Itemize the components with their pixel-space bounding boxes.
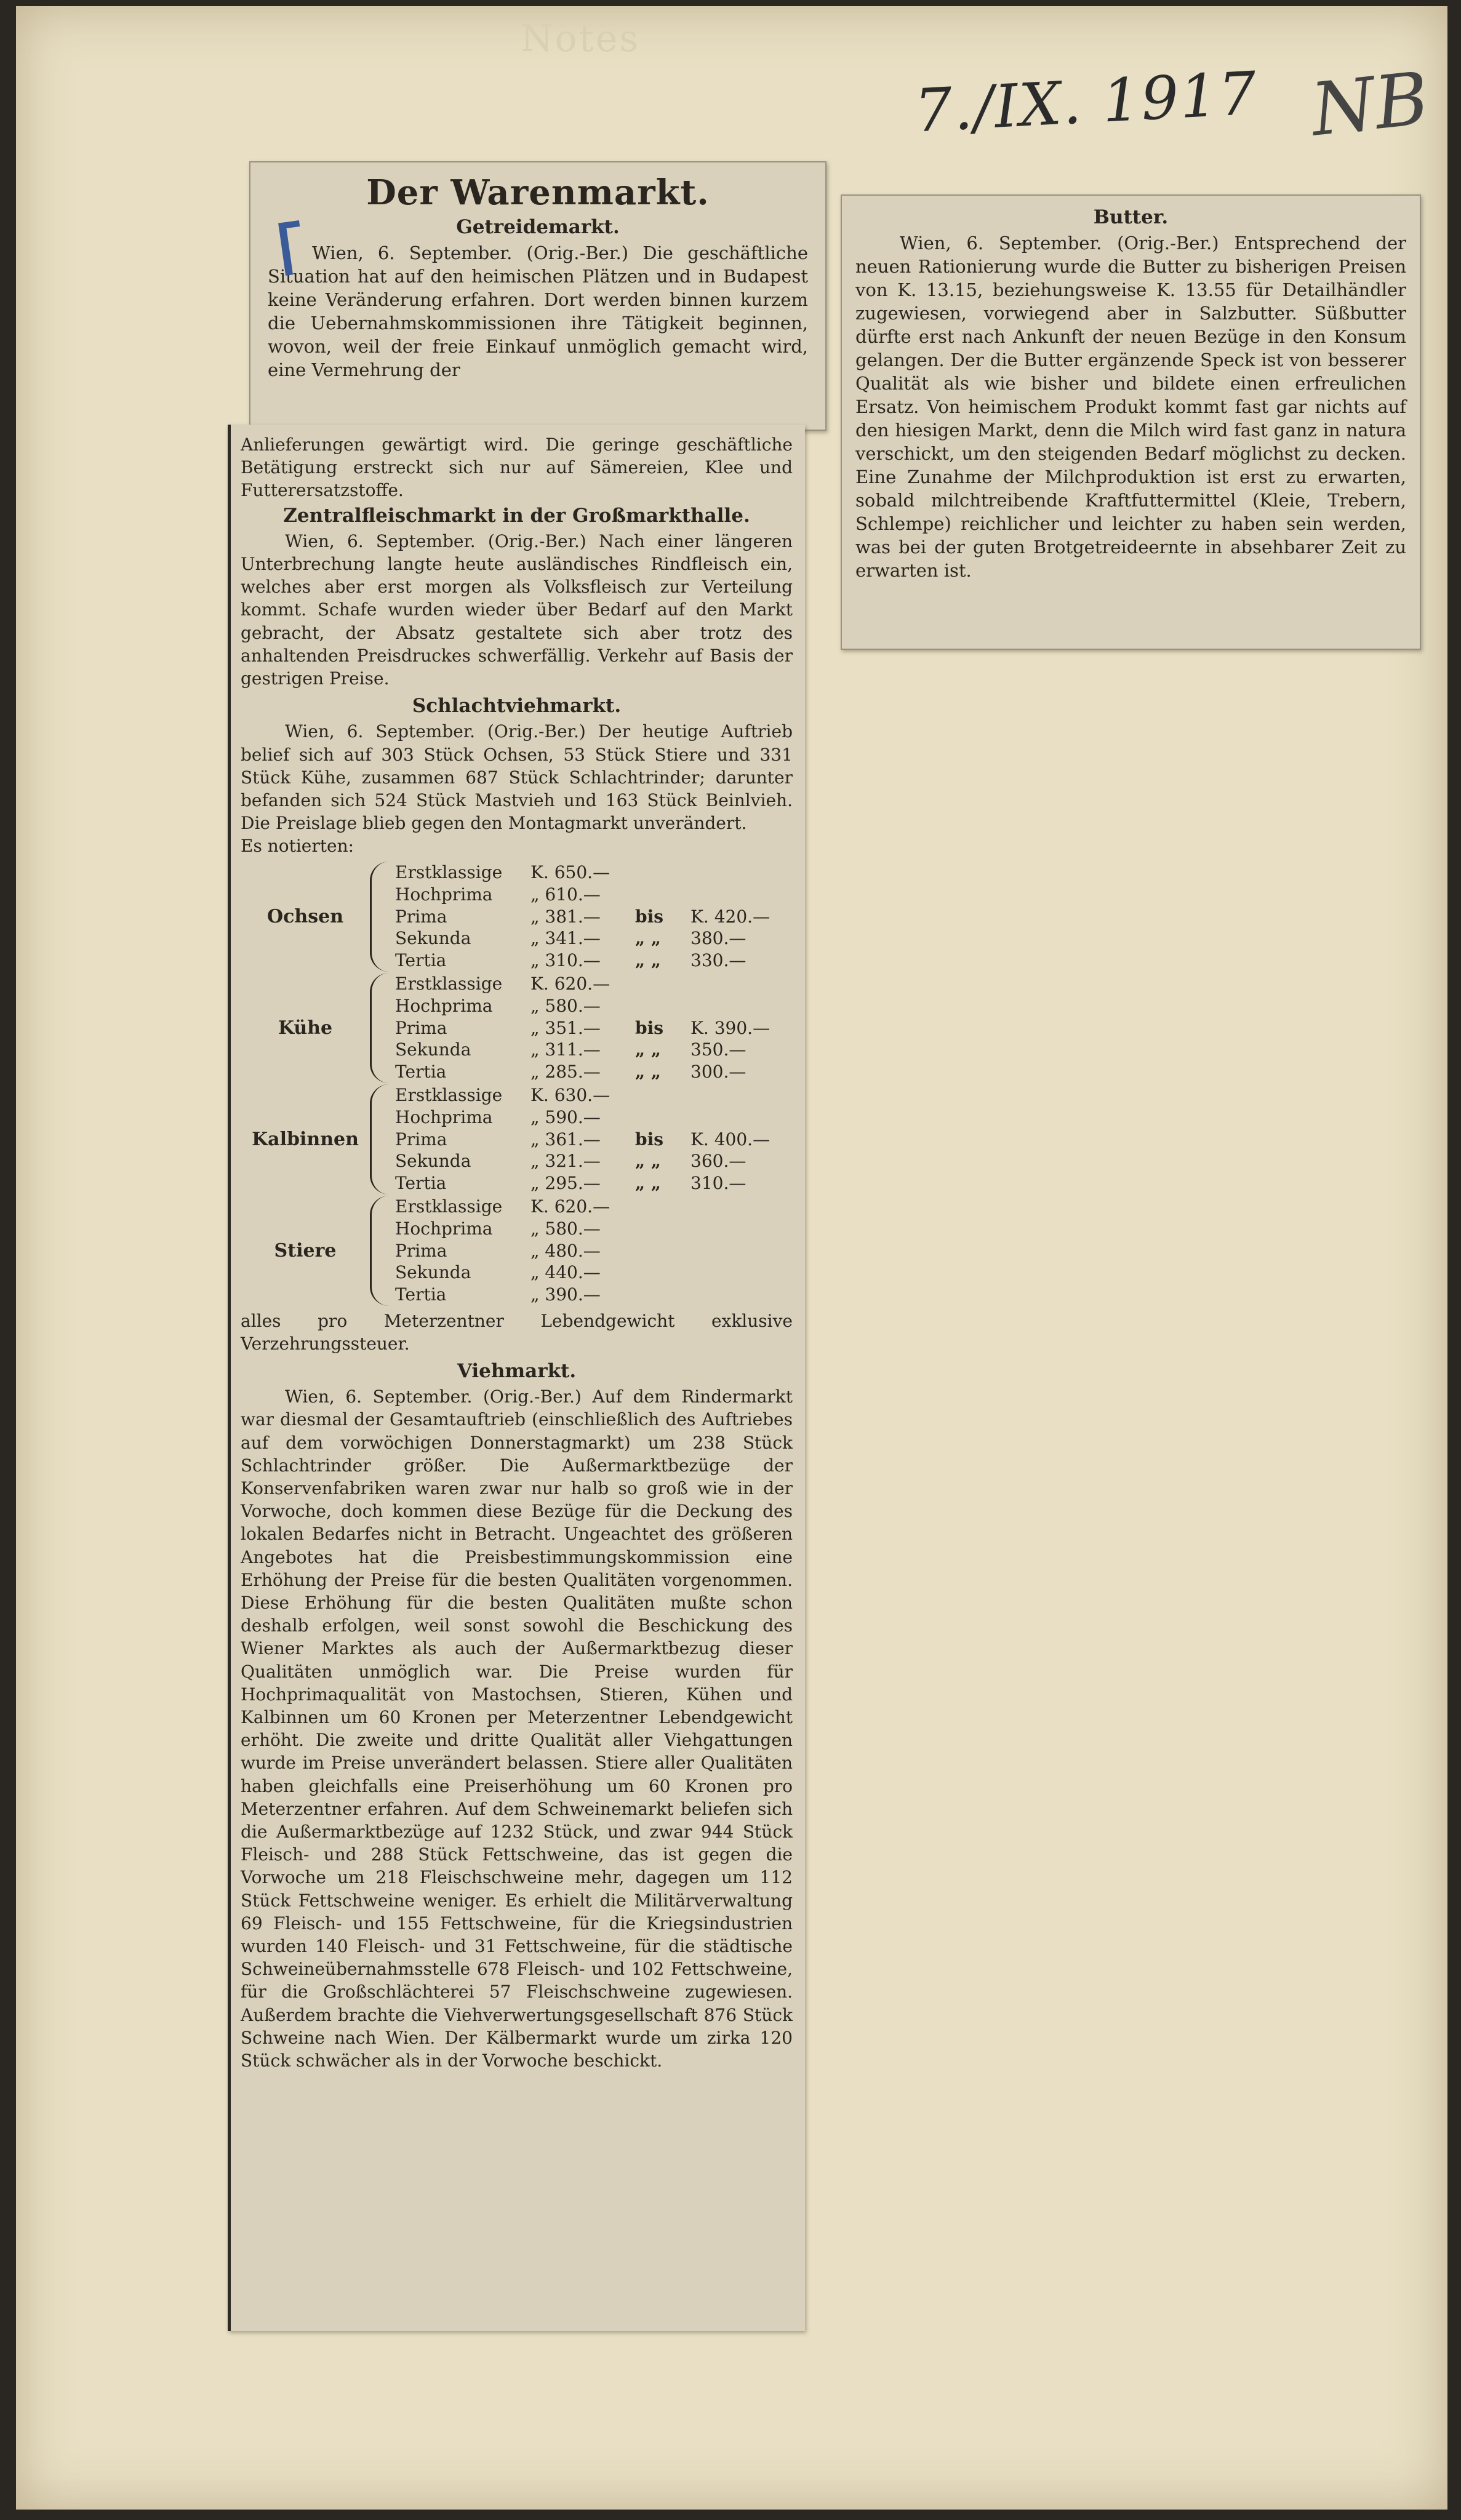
price-cell-p1: K. 650.— [530, 862, 610, 882]
zentralfleischmarkt-paragraph: Wien, 6. September. (Orig.-Ber.) Nach einer längeren Unterbrechung langte heute ausländisches Rindfleisch ein, welches aber erst morgen als Volksfleisch zur Verteilung kommt. Schafe wurden wieder über Bedarf auf den Markt gebracht, der Absatz gestaltete sich aber trotz des anhaltenden Preisdruckes schwerfällig. Verkehr auf Basis der gestrigen Preise. [241, 530, 793, 689]
price-row [395, 1061, 793, 1083]
price-cell-p1: „ 390.— [530, 1284, 601, 1305]
price-cell-to: bis [635, 906, 663, 927]
price-cell-p1: K. 620.— [530, 973, 610, 994]
clipping-butter [841, 194, 1421, 650]
faint-header-text: Notes [521, 17, 641, 60]
price-row [395, 1239, 793, 1262]
price-table [241, 862, 793, 1306]
price-cell-q: Prima [395, 1129, 447, 1150]
price-row [395, 883, 793, 905]
price-cell-p1: „ 351.— [530, 1017, 601, 1038]
price-cell-to: „ „ [635, 1039, 661, 1060]
price-row [395, 1196, 793, 1218]
price-cell-p1: „ 440.— [530, 1262, 601, 1283]
price-cell-q: Prima [395, 1017, 447, 1038]
price-cell-q: Tertia [395, 1173, 447, 1194]
getreidemarkt-continuation: Anlieferungen gewärtigt wird. Die geringe geschäftliche Betätigung erstreckt sich nur auf Sämereien, Klee und Futterersatzstoffe. [241, 434, 793, 501]
price-cell-p1: „ 310.— [530, 950, 601, 971]
schlachtviehmarkt-paragraph: Wien, 6. September. (Orig.-Ber.) Der heutige Auftrieb belief sich auf 303 Stück Ochsen, 53 Stück Stiere und 331 Stück Kühe, zusammen 687 Stück Schlachtrinder; darunter befanden sich 524 Stück Mastvieh und 163 Stück Beinlvieh. Die Preislage blieb gegen den Montagmarkt unverändert. [241, 721, 793, 834]
price-cell-q: Hochprima [395, 884, 493, 905]
price-cell-q: Tertia [395, 1284, 447, 1305]
price-cell-q: Sekunda [395, 928, 471, 949]
price-cell-p1: „ 590.— [530, 1106, 601, 1127]
section-heading-getreidemarkt: Getreidemarkt. [456, 216, 620, 238]
price-cell-to: bis [635, 1129, 663, 1150]
price-row [395, 994, 793, 1017]
price-cell-p1: „ 361.— [530, 1129, 601, 1150]
price-cell-p1: K. 620.— [530, 1196, 610, 1217]
price-cell-to: „ „ [635, 950, 661, 971]
price-cell-p1: „ 610.— [530, 884, 601, 905]
price-cell-p2: 380.— [690, 928, 747, 949]
price-group [241, 973, 793, 1083]
price-row [395, 1150, 793, 1172]
price-row [395, 1172, 793, 1194]
price-cell-q: Erstklassige [395, 973, 503, 994]
brace-icon [370, 973, 389, 1083]
price-group-name: Ochsen [267, 905, 343, 927]
price-cell-p2: K. 420.— [690, 906, 771, 927]
price-cell-p1: „ 341.— [530, 928, 601, 949]
handwritten-initials: NB [1307, 55, 1433, 153]
price-cell-p2: K. 390.— [690, 1017, 771, 1038]
price-cell-q: Prima [395, 906, 447, 927]
price-cell-p1: „ 381.— [530, 906, 601, 927]
price-cell-q: Sekunda [395, 1151, 471, 1172]
price-cell-p1: „ 285.— [530, 1062, 601, 1082]
price-group-name: Stiere [274, 1239, 337, 1262]
price-cell-q: Erstklassige [395, 1196, 503, 1217]
price-cell-p1: „ 311.— [530, 1039, 601, 1060]
price-row [395, 1106, 793, 1128]
price-cell-p2: 350.— [690, 1039, 747, 1060]
price-group [241, 1196, 793, 1306]
price-group-name: Kalbinnen [252, 1128, 359, 1150]
section-heading-schlachtviehmarkt: Schlachtviehmarkt. [412, 695, 622, 718]
price-cell-to: „ „ [635, 1151, 661, 1172]
price-row [395, 1084, 793, 1106]
price-row [395, 1128, 793, 1150]
price-row [395, 950, 793, 972]
price-cell-to: „ „ [635, 928, 661, 949]
price-row [395, 1284, 793, 1306]
price-cell-p2: 330.— [690, 950, 747, 971]
price-row [395, 1262, 793, 1284]
price-row [395, 1039, 793, 1061]
price-cell-p2: 360.— [690, 1151, 747, 1172]
price-row [395, 1217, 793, 1239]
price-cell-q: Sekunda [395, 1262, 471, 1283]
clipping-warenmarkt [249, 161, 827, 431]
price-cell-q: Erstklassige [395, 1084, 503, 1105]
butter-paragraph: Wien, 6. September. (Orig.-Ber.) Entsprechend der neuen Rationierung wurde die Butter zu bisherigen Preisen von K. 13.15, beziehungsweise K. 13.55 für Detailhändler zugewiesen, vorwiegend aber in Salzbutter. Süßbutter dürfte erst nach Ankunft der neuen Bezüge in den Konsum gelangen. Der die Butter ergänzende Speck ist von besserer Qualität als wie bisher und bildete einen erfreulichen Ersatz. Von heimischem Produkt kommt fast gar nichts auf den hiesigen Markt, denn die Milch wird fast ganz in natura verschickt, um den steigenden Bedarf möglichst zu decken. Eine Zunahme der Milchproduktion ist erst zu erwarten, sobald milchtreibende Kraftfuttermittel (Kleie, Trebern, Schlempe) reichlicher und leichter zu haben sein werden, was bei der guten Brotgetreideernte in absehbarer Zeit zu erwarten ist. [855, 233, 1406, 581]
price-cell-q: Sekunda [395, 1039, 471, 1060]
price-cell-q: Hochprima [395, 995, 493, 1016]
price-cell-p2: 310.— [690, 1173, 747, 1194]
clipping-markets-column [228, 425, 805, 2331]
price-cell-q: Tertia [395, 950, 447, 971]
price-cell-q: Tertia [395, 1062, 447, 1082]
price-cell-q: Prima [395, 1240, 447, 1261]
price-cell-p1: „ 321.— [530, 1151, 601, 1172]
brace-icon [370, 862, 389, 972]
price-group [241, 862, 793, 972]
price-cell-p1: „ 295.— [530, 1173, 601, 1194]
price-cell-to: „ „ [635, 1173, 661, 1194]
price-cell-p1: K. 630.— [530, 1084, 610, 1105]
section-heading-viehmarkt: Viehmarkt. [457, 1360, 577, 1382]
handwritten-date: 7./IX. 1917 [913, 58, 1260, 146]
price-cell-p1: „ 480.— [530, 1240, 601, 1261]
brace-icon [370, 1084, 389, 1194]
price-cell-q: Hochprima [395, 1218, 493, 1239]
price-row [395, 1017, 793, 1039]
price-cell-to: bis [635, 1017, 663, 1038]
brace-icon [370, 1196, 389, 1306]
price-cell-p2: 300.— [690, 1062, 747, 1082]
price-table-footnote: alles pro Meterzentner Lebendgewicht exklusive Verzehrungssteuer. [241, 1310, 793, 1354]
section-heading-zentralfleischmarkt: Zentralfleischmarkt in der Großmarkthalle. [283, 504, 750, 527]
price-cell-p1: „ 580.— [530, 995, 601, 1016]
getreidemarkt-paragraph: Wien, 6. September. (Orig.-Ber.) Die geschäftliche Situation hat auf den heimischen Plätzen und in Budapest keine Veränderung erfahren. Dort werden binnen kurzem die Uebernahmskommissionen ihre Tätigkeit beginnen, wovon, weil der freie Einkauf unmöglich gemacht wird, eine Vermehrung der [268, 242, 808, 380]
price-row [395, 862, 793, 884]
price-cell-to: „ „ [635, 1062, 661, 1082]
price-cell-q: Hochprima [395, 1106, 493, 1127]
price-group-name: Kühe [278, 1017, 333, 1039]
viehmarkt-paragraph: Wien, 6. September. (Orig.-Ber.) Auf dem Rindermarkt war diesmal der Gesamtauftrieb (einschließlich des Auftriebes auf dem vorwöchigen Donnerstagmarkt) um 238 Stück Schlachtrinder größer. Die Außermarktbezüge der Konservenfabriken waren zwar nur halb so groß wie in der Vorwoche, doch kommen diese Bezüge für die Deckung des lokalen Bedarfes nicht in Betracht. Ungeachtet des größeren Angebotes hat die Preisbestimmungskommission eine Erhöhung der Preise für die besten Qualitäten vorgenommen. Diese Erhöhung für die besten Qualitäten mußte schon deshalb erfolgen, weil sonst sowohl die Beschickung des Wiener Marktes als auch der Außermarktbezug dieser Qualitäten unmöglich war. Die Preise wurden für Hochprimaqualität von Mastochsen, Stieren, Kühen und Kalbinnen um 60 Kronen per Meterzentner Lebendgewicht erhöht. Die zweite und dritte Qualität aller Viehgattungen wurde im Preise unverändert belassen. Stiere aller Qualitäten haben gleichfalls eine Preiserhöhung um 60 Kronen pro Meterzentner erfahren. Auf dem Schweinemarkt beliefen sich die Außermarktbezüge auf 1232 Stück, und zwar 944 Stück Fleisch- und 288 Stück Fettschweine, das ist gegen die Vorwoche um 218 Fleischschweine mehr, dagegen um 112 Stück Fettschweine weniger. Es erhielt die Militärverwaltung 69 Fleisch- und 155 Fettschweine, für die Kriegsindustrien wurden 140 Fleisch- und 31 Fettschweine, für die städtische Schweineübernahmsstelle 678 Fleisch- und 102 Fettschweine, für die Großschlächterei 57 Fleischschweine zugewiesen. Außerdem brachte die Viehverwertungsgesellschaft 876 Stück Schweine nach Wien. Der Kälbermarkt wurde um zirka 120 Stück schwächer als in der Vorwoche beschickt. [241, 1386, 793, 2071]
price-group [241, 1084, 793, 1194]
price-row [395, 927, 793, 950]
price-cell-p1: „ 580.— [530, 1218, 601, 1239]
price-cell-q: Erstklassige [395, 862, 503, 882]
price-cell-p2: K. 400.— [690, 1129, 771, 1150]
clipping-title: Der Warenmarkt. [366, 172, 710, 213]
price-row [395, 905, 793, 927]
price-row [395, 973, 793, 995]
price-table-intro: Es notierten: [241, 836, 354, 857]
section-heading-butter: Butter. [1093, 206, 1169, 228]
